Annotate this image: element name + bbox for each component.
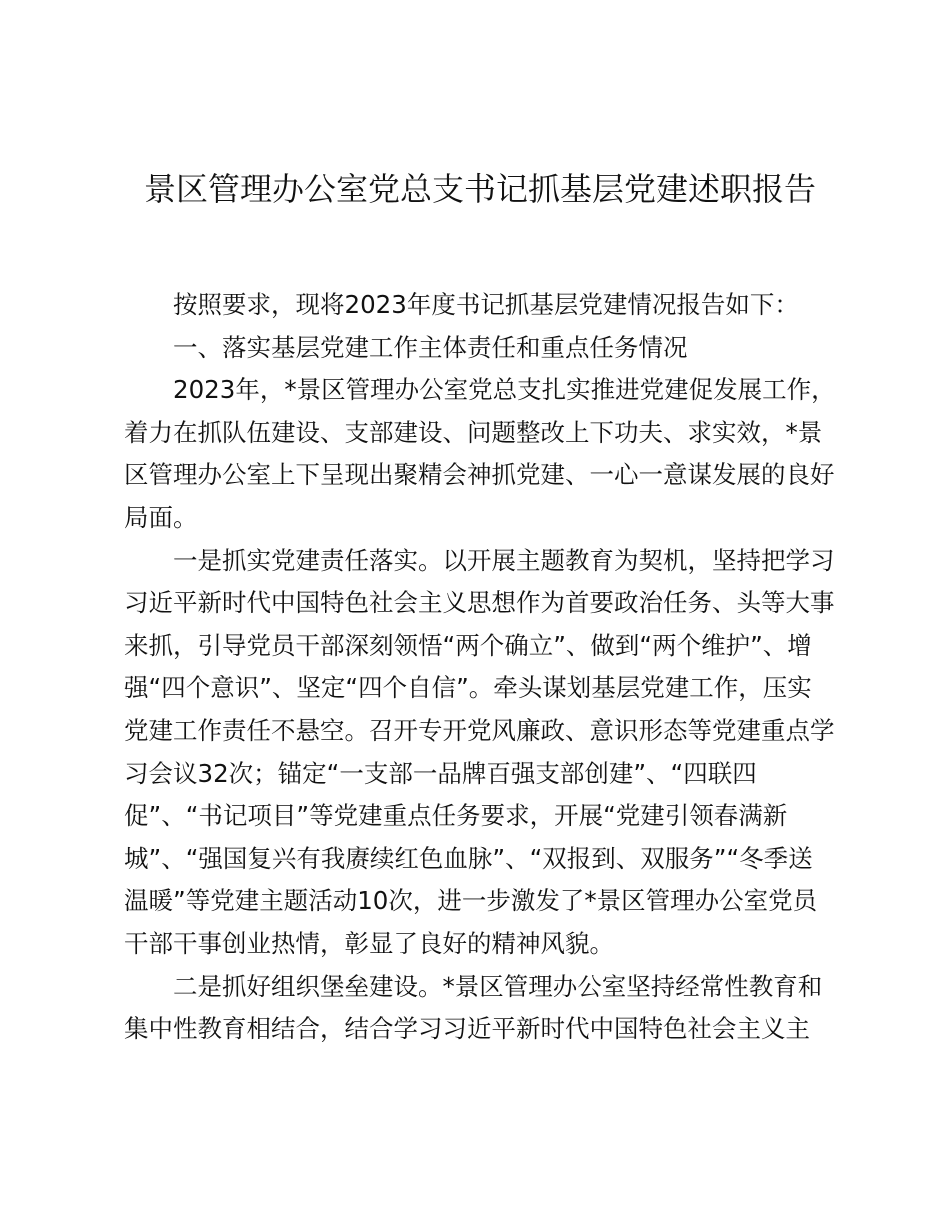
paragraph-responsibility: 一是抓实党建责任落实。以开展主题教育为契机，坚持把学习习近平新时代中国特色社会主义思想作为首要政治任务、头等大事来抓，引导党员干部深刻领悟“两个确立”、做到“两个维护”、增强“四个意识”、坚定“四个自信”。牵头谋划基层党建工作，压实党建工作责任不悬空。召开专开党风廉政、意识形态等党建重点学习会议32次；锚定“一支部一品牌百强支部创建”、“四联四促”、“书记项目”等党建重点任务要求，开展“党建引领春满新城”、“强国复兴有我赓续红色血脉”、“双报到、双服务”“冬季送温暖”等党建主题活动10次，进一步激发了*景区管理办公室党员干部干事创业热情，彰显了良好的精神风貌。 [124,545,835,958]
document-body [124,284,836,1051]
paragraph-organization: 二是抓好组织堡垒建设。*景区管理办公室坚持经常性教育和集中性教育相结合，结合学习习近平新时代中国特色社会主义主 [124,971,823,1044]
document-title: 景区管理办公室党总支书记抓基层党建述职报告 [143,170,816,208]
paragraph-summary: 2023年，*景区管理办公室党总支扎实推进党建促发展工作，着力在抓队伍建设、支部建设、问题整改上下功夫、求实效，*景区管理办公室上下呈现出聚精会神抓党建、一心一意谋发展的良好局面。 [124,375,836,532]
paragraph-intro: 按照要求，现将2023年度书记抓基层党建情况报告如下： [173,290,799,319]
section-heading-1: 一、落实基层党建工作主体责任和重点任务情况 [173,332,688,362]
